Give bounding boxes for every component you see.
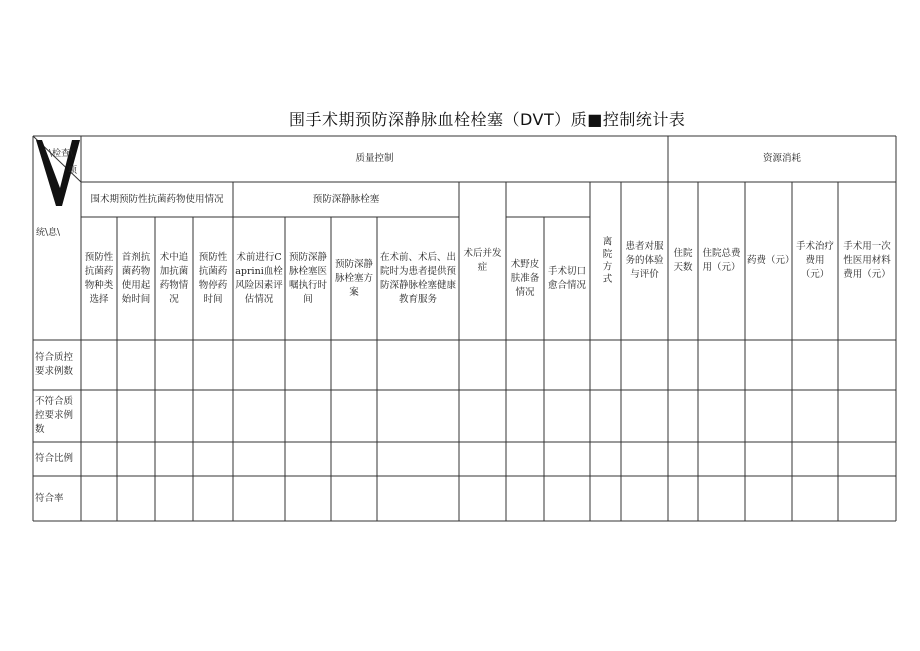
col-length-of-stay: 住院天数 xyxy=(673,248,693,273)
row-noncompliant-count: 不符合质控要求例数 xyxy=(35,396,74,435)
group-resource-consumption: 资源消耗 xyxy=(762,153,801,164)
group-quality-control: 质量控制 xyxy=(355,153,394,164)
group-dvt-prevention: 预防深静脉栓塞 xyxy=(312,193,380,205)
col-surgery-cost: 手术治疗费用（元） xyxy=(795,241,834,280)
corner-header-top: \检查\ xyxy=(48,149,74,159)
col-discharge-mode: 离院方式 xyxy=(600,236,612,286)
col-intraop-additional: 术中追加抗菌药物情况 xyxy=(159,251,189,305)
corner-header-item: 项 xyxy=(67,166,77,176)
row-compliance-rate: 符合率 xyxy=(35,492,64,504)
col-health-education: 在术前、术后、出院时为患者提供预防深静脉栓塞健康教育服务 xyxy=(379,251,456,305)
document-title: 围手术期预防深静脉血栓栓塞（DVT）质■控制统计表 xyxy=(289,110,686,129)
col-dvt-order-time: 预防深静脉栓塞医嘱执行时间 xyxy=(288,251,327,305)
col-drug-cost: 药费（元） xyxy=(747,255,795,266)
col-first-dose-time: 首剂抗菌药物使用起始时间 xyxy=(121,251,151,305)
col-caprini-assessment: 术前进行Caprini血栓风险因素评估情况 xyxy=(235,251,283,305)
col-total-cost: 住院总费用（元） xyxy=(702,248,741,273)
col-skin-preparation: 术野皮肤准备情况 xyxy=(510,258,540,298)
col-postop-complications: 术后并发症 xyxy=(463,248,502,273)
col-antibiotic-type: 预防性抗菌药物种类选择 xyxy=(84,251,114,305)
col-antibiotic-stop-time: 预防性抗菌药物停药时间 xyxy=(198,251,228,305)
col-patient-experience: 患者对服务的体验与评价 xyxy=(625,241,664,280)
row-compliant-count: 符合质控要求例数 xyxy=(35,352,74,377)
corner-header-bottom: 统\息\ xyxy=(36,228,61,238)
row-compliance-ratio: 符合比例 xyxy=(35,453,74,464)
col-disposable-material-cost: 手术用一次性医用材料费用（元） xyxy=(843,241,891,280)
group-antibiotic-use: 围术期预防性抗菌药物使用情况 xyxy=(90,193,224,205)
col-dvt-plan: 预防深静脉栓塞方案 xyxy=(334,258,373,298)
col-incision-healing: 手术切口愈合情况 xyxy=(547,265,586,291)
